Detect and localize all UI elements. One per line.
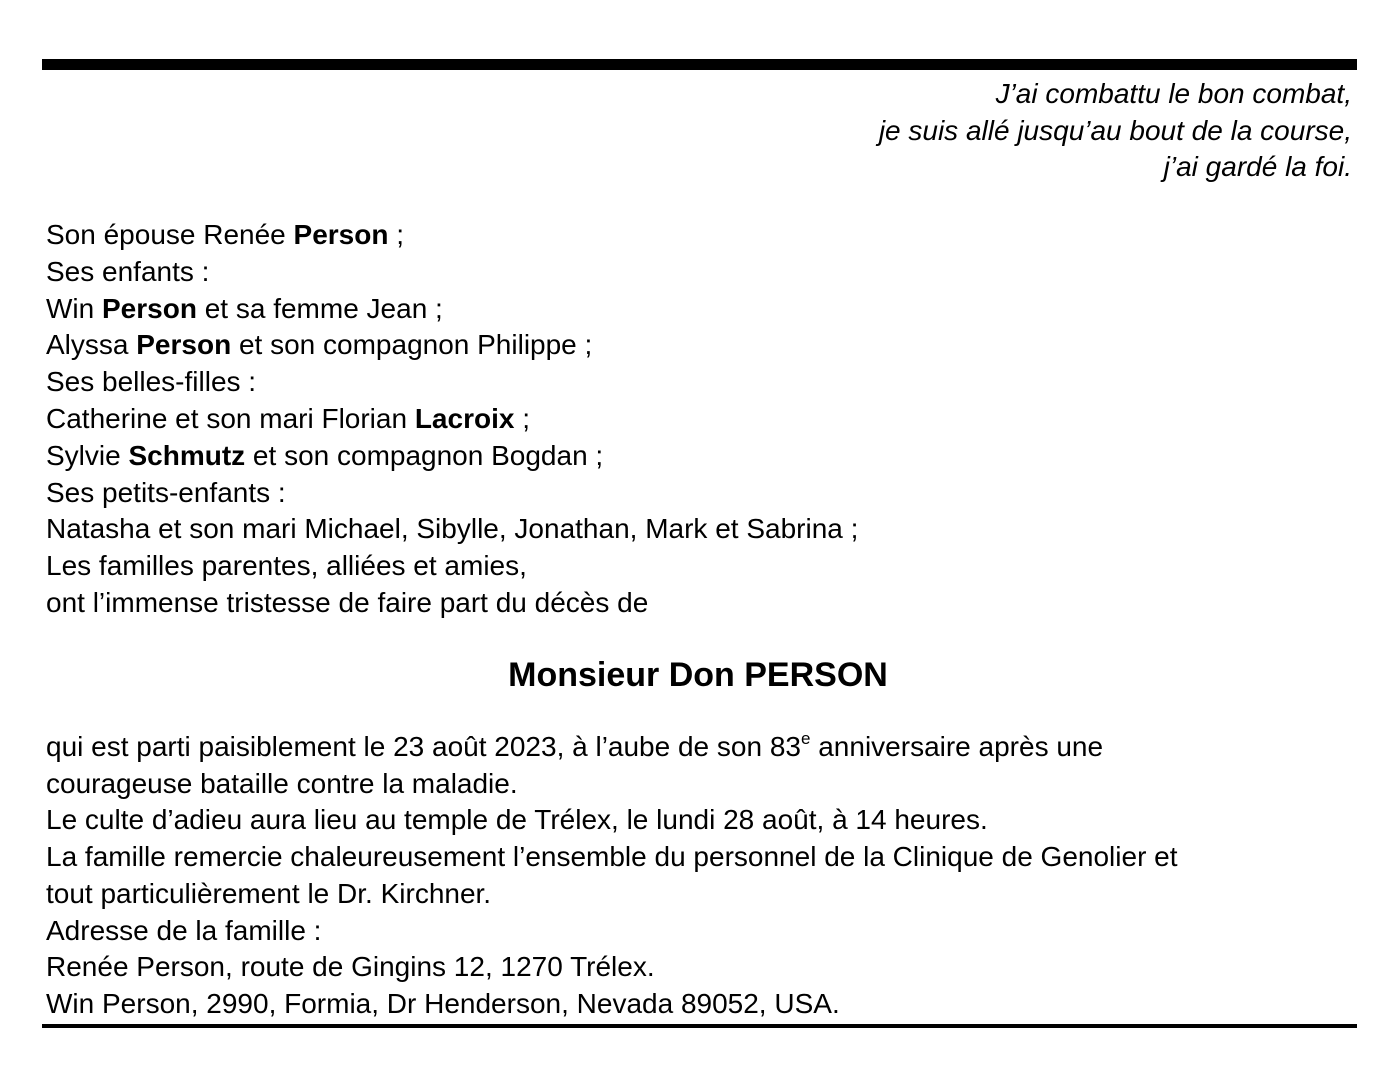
- passing-line: [46, 729, 1356, 766]
- surname: Person: [136, 329, 232, 361]
- children-heading: Ses enfants :: [46, 255, 210, 287]
- details-block: [46, 729, 1356, 1023]
- deceased-name: Monsieur Don PERSON: [508, 656, 888, 694]
- ordinal-suffix: e: [800, 729, 811, 748]
- surname: Schmutz: [128, 439, 246, 471]
- spouse-line: [46, 217, 1356, 254]
- announcement-line: ont l’immense tristesse de faire part du décès de: [46, 586, 649, 618]
- text: anniversaire après une: [810, 731, 1104, 762]
- address-line: Win Person, 2990, Formia, Dr Henderson, Nevada 89052, USA.: [46, 987, 840, 1019]
- surname: Lacroix: [414, 402, 515, 434]
- grandchildren-heading: Ses petits-enfants :: [46, 476, 286, 508]
- text: et son compagnon Bogdan ;: [245, 439, 604, 471]
- relatives-line: Les familles parentes, alliées et amies,: [46, 550, 527, 582]
- family-list: [46, 217, 1356, 622]
- top-rule: [42, 59, 1357, 70]
- text: et sa femme Jean ;: [196, 292, 443, 324]
- stepdaughter-line: [46, 438, 1356, 475]
- thanks-line: La famille remercie chaleureusement l’ensemble du personnel de la Clinique de Genolier et: [46, 841, 1178, 873]
- quote-line: J’ai combattu le bon combat,: [995, 78, 1352, 109]
- child-line: [46, 291, 1356, 328]
- service-line: Le culte d’adieu aura lieu au temple de Trélex, le lundi 28 août, à 14 heures.: [46, 804, 988, 836]
- stepdaughters-heading: Ses belles-filles :: [46, 366, 257, 398]
- quote-line: je suis allé jusqu’au bout de la course,: [878, 114, 1352, 146]
- text: Alyssa: [46, 329, 137, 361]
- thanks-line-2: tout particulièrement le Dr. Kirchner.: [46, 877, 492, 909]
- text: et son compagnon Philippe ;: [231, 329, 593, 361]
- surname: Person: [102, 292, 197, 324]
- address-heading: Adresse de la famille :: [46, 914, 322, 946]
- text: ;: [514, 402, 530, 434]
- grandchildren-line: Natasha et son mari Michael, Sibylle, Jonathan, Mark et Sabrina ;: [46, 513, 859, 545]
- text: Sylvie: [46, 439, 129, 471]
- surname: Person: [293, 219, 389, 250]
- bottom-rule: [42, 1024, 1357, 1028]
- child-line: [46, 327, 1356, 364]
- text: Son épouse Renée: [46, 219, 294, 250]
- stepdaughter-line: [46, 401, 1356, 438]
- text: qui est parti paisiblement le 23 août 2023, à l’aube de son 83: [46, 731, 801, 762]
- text: Win: [46, 292, 102, 324]
- text: Catherine et son mari Florian: [46, 402, 415, 434]
- epigraph-quote: [452, 76, 1352, 186]
- text: ;: [388, 219, 405, 250]
- quote-line: j’ai gardé la foi.: [1163, 151, 1352, 182]
- address-line: Renée Person, route de Gingins 12, 1270 Trélex.: [46, 951, 655, 983]
- passing-line-2: courageuse bataille contre la maladie.: [46, 767, 518, 799]
